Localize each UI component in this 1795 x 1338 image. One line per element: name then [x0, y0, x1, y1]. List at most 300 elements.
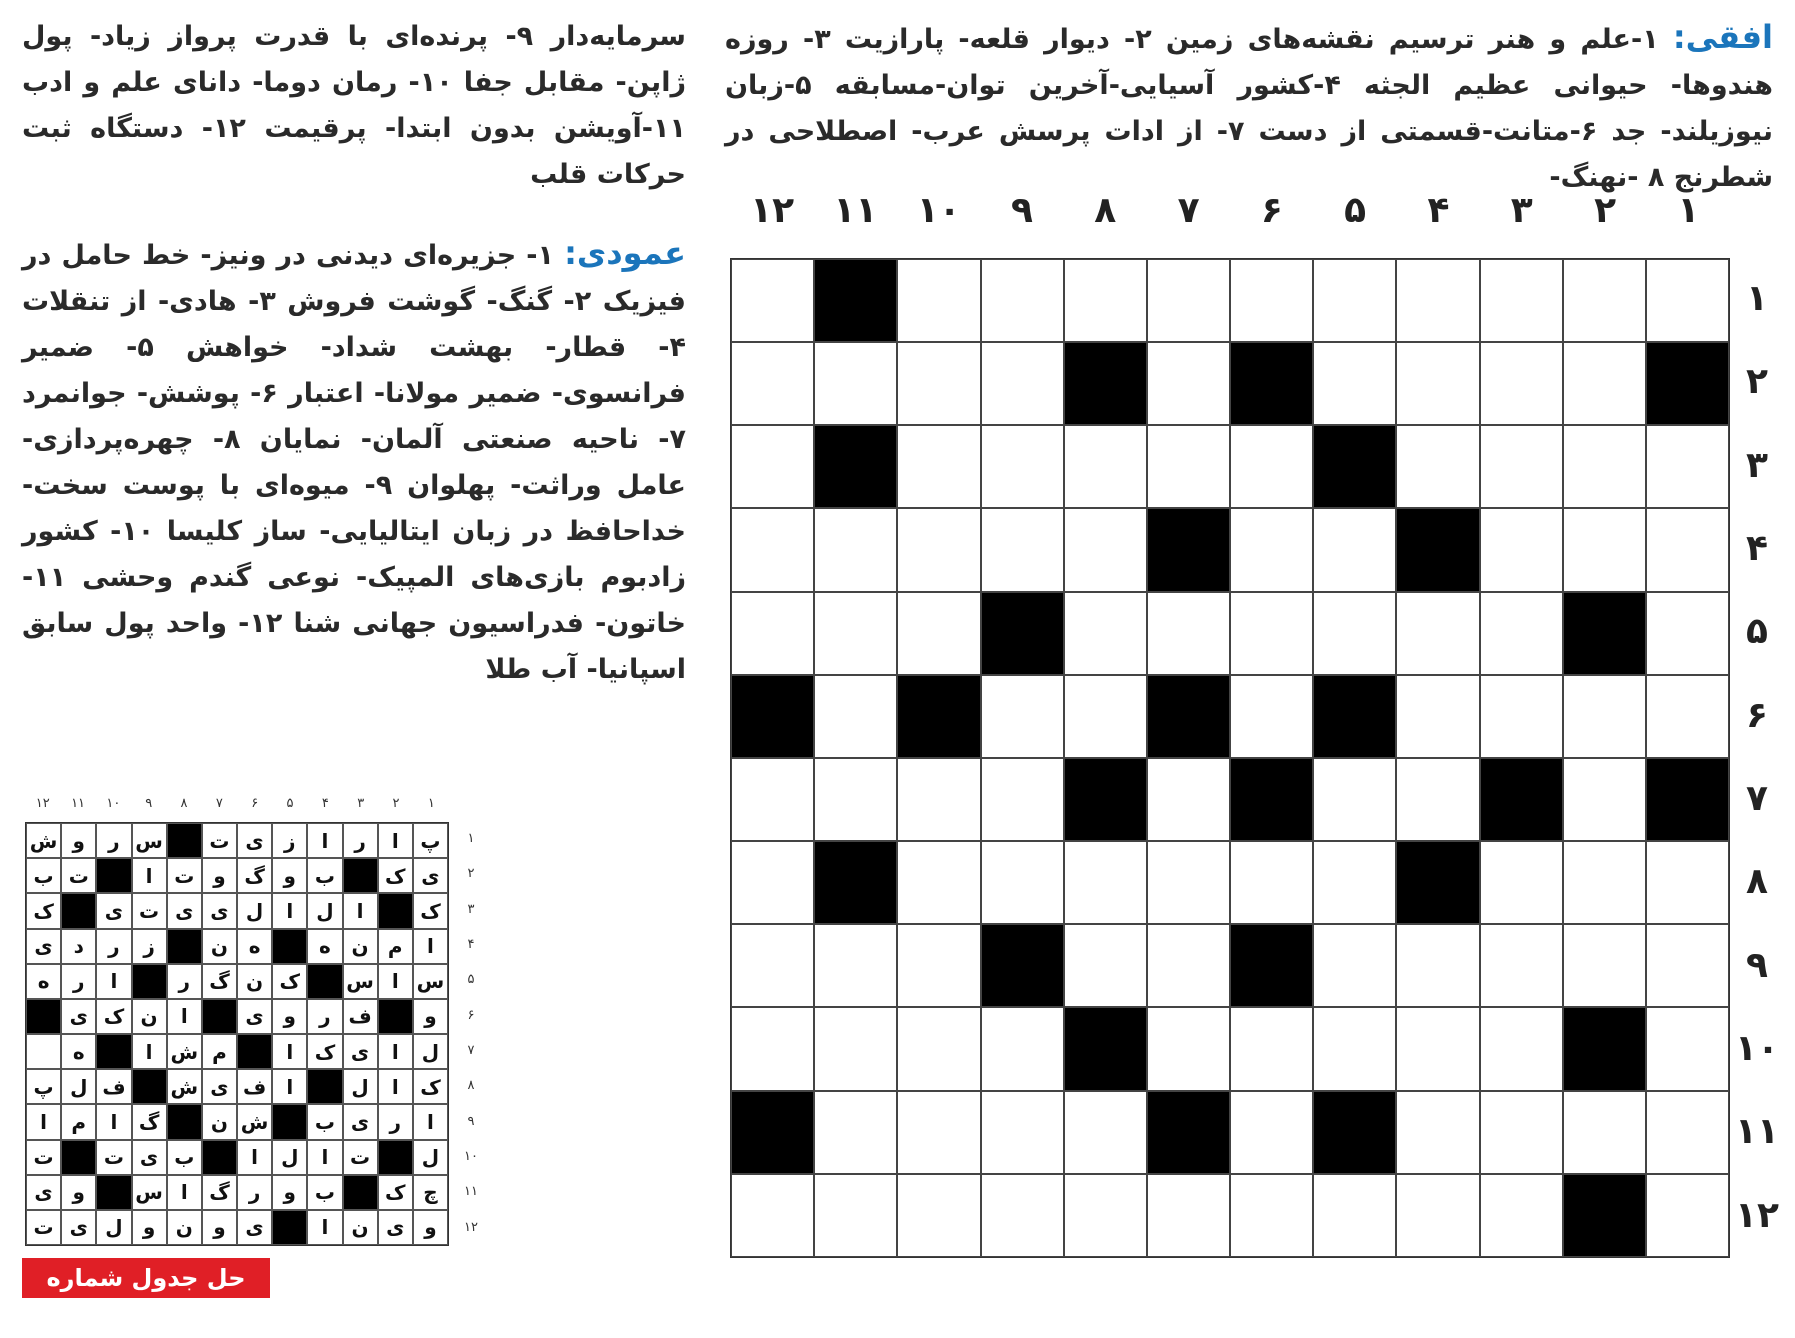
empty-cell[interactable]	[731, 342, 814, 425]
empty-cell[interactable]	[1313, 1007, 1396, 1090]
empty-cell[interactable]	[1563, 1091, 1646, 1174]
empty-cell[interactable]	[814, 924, 897, 1007]
solution-letter-cell: ی	[132, 1140, 167, 1175]
empty-cell[interactable]	[897, 425, 980, 508]
black-cell	[1064, 758, 1147, 841]
solution-black-cell	[343, 858, 378, 893]
solution-letter-cell: ا	[167, 1175, 202, 1210]
solution-letter-cell: گ	[202, 1175, 237, 1210]
solution-letter-cell: ی	[413, 858, 448, 893]
empty-cell[interactable]	[1313, 1174, 1396, 1257]
column-number: ۱۰	[916, 190, 961, 231]
solution-letter-cell: س	[343, 964, 378, 999]
solution-letter-cell: ر	[96, 929, 131, 964]
solution-letter-cell: ش	[167, 1034, 202, 1069]
empty-cell[interactable]	[1147, 592, 1230, 675]
solution-letter-cell: ا	[378, 823, 413, 858]
down-clues-text: ۱- جزیره‌ای دیدنی در ونیز- خط حامل در فیزیک ۲- گنگ- گوشت فروش ۳- هادی- از تنقلات ۴- قطار- بهشت شداد- خواهش ۵- ضمیر فرانسوی- ضمیر مولانا- اعتبار ۶- پوشش- جوانمرد ۷- ناحیه صنعتی آلمان- نمایان ۸- چهره‌پردازی- عامل وراثت- پهلوان ۹- میوه‌ای با پوست سخت- خداحافظ در زبان ایتالیایی- ساز کلیسا ۱۰- کشور زادبوم بازی‌های المپیک- نوعی گندم وحشی ۱۱- خاتون- فدراسیون جهانی شنا ۱۲- واحد پول سابق اسپانیا- آب طلا	[22, 240, 686, 685]
empty-cell[interactable]	[1230, 841, 1313, 924]
black-cell	[897, 675, 980, 758]
empty-cell[interactable]	[1563, 924, 1646, 1007]
empty-cell[interactable]	[1563, 508, 1646, 591]
solution-black-cell	[132, 964, 167, 999]
solution-letter-cell: ت	[167, 858, 202, 893]
solution-letter-cell: ل	[307, 893, 342, 928]
solution-letter-cell: ی	[237, 823, 272, 858]
empty-cell[interactable]	[1147, 924, 1230, 1007]
empty-cell[interactable]	[1646, 924, 1729, 1007]
solution-letter-cell: ه	[26, 964, 61, 999]
empty-cell[interactable]	[1396, 592, 1479, 675]
empty-cell[interactable]	[1646, 592, 1729, 675]
solution-column-number: ۴	[321, 796, 329, 811]
solution-letter-cell: ن	[343, 1210, 378, 1245]
empty-cell[interactable]	[1396, 425, 1479, 508]
solution-letter-cell: م	[378, 929, 413, 964]
empty-cell[interactable]	[1646, 508, 1729, 591]
empty-cell[interactable]	[731, 758, 814, 841]
empty-cell[interactable]	[897, 758, 980, 841]
empty-cell[interactable]	[1396, 342, 1479, 425]
solution-letter-cell: ی	[96, 893, 131, 928]
solution-letter-cell: ا	[272, 1034, 307, 1069]
solution-black-cell	[272, 1104, 307, 1139]
solution-black-cell	[378, 999, 413, 1034]
solution-column-number: ۹	[145, 796, 153, 811]
solution-letter-cell: ز	[132, 929, 167, 964]
empty-cell[interactable]	[1480, 1007, 1563, 1090]
solution-black-cell	[167, 1104, 202, 1139]
row-number: ۱۱	[1735, 1111, 1779, 1153]
solution-black-cell	[132, 1069, 167, 1104]
solution-column-number: ۸	[180, 796, 188, 811]
solution-letter-cell: ل	[413, 1034, 448, 1069]
solution-letter-cell: ی	[378, 1210, 413, 1245]
empty-cell[interactable]	[1563, 425, 1646, 508]
empty-cell[interactable]	[1480, 342, 1563, 425]
empty-cell[interactable]	[1313, 758, 1396, 841]
solution-letter-cell: ا	[413, 1104, 448, 1139]
solution-letter-cell: ا	[307, 1210, 342, 1245]
empty-cell[interactable]	[814, 508, 897, 591]
empty-cell[interactable]	[1563, 841, 1646, 924]
empty-cell[interactable]	[1396, 259, 1479, 342]
empty-cell[interactable]	[1064, 841, 1147, 924]
solution-letter-cell: ف	[96, 1069, 131, 1104]
row-number: ۱	[1746, 278, 1768, 319]
solution-letter-cell: ا	[307, 1140, 342, 1175]
main-grid-column-numbers	[730, 190, 1730, 240]
empty-cell[interactable]	[897, 1007, 980, 1090]
empty-cell[interactable]	[1064, 259, 1147, 342]
solution-letter-cell: ی	[61, 999, 96, 1034]
solution-black-cell	[343, 1175, 378, 1210]
solution-letter-cell: ا	[413, 929, 448, 964]
solution-letter-cell: ل	[272, 1140, 307, 1175]
solution-letter-cell: و	[202, 858, 237, 893]
row-number: ۶	[1746, 694, 1768, 736]
solution-column-number: ۵	[286, 796, 294, 811]
empty-cell[interactable]	[731, 259, 814, 342]
solution-letter-cell: ن	[237, 964, 272, 999]
empty-cell[interactable]	[981, 1007, 1064, 1090]
solution-letter-cell: ل	[237, 893, 272, 928]
black-cell	[1563, 1174, 1646, 1257]
empty-cell[interactable]	[1646, 675, 1729, 758]
empty-cell[interactable]	[1313, 259, 1396, 342]
solution-black-cell	[96, 1034, 131, 1069]
empty-cell[interactable]	[814, 758, 897, 841]
solution-letter-cell: ت	[343, 1140, 378, 1175]
empty-cell[interactable]	[981, 841, 1064, 924]
empty-cell[interactable]	[814, 1007, 897, 1090]
solution-black-cell	[26, 999, 61, 1034]
solution-column-number: ۶	[251, 796, 259, 811]
empty-cell[interactable]	[1396, 1174, 1479, 1257]
solution-letter-cell: ا	[272, 1069, 307, 1104]
empty-cell[interactable]	[1480, 592, 1563, 675]
solution-letter-cell: ک	[272, 964, 307, 999]
solution-black-cell	[202, 999, 237, 1034]
empty-cell[interactable]	[1563, 342, 1646, 425]
solution-letter-cell: چ	[413, 1175, 448, 1210]
solution-letter-cell: ی	[343, 1034, 378, 1069]
empty-cell[interactable]	[1064, 924, 1147, 1007]
solution-letter-cell: ل	[96, 1210, 131, 1245]
empty-cell[interactable]	[1563, 675, 1646, 758]
empty-cell[interactable]	[1230, 508, 1313, 591]
empty-cell[interactable]	[981, 342, 1064, 425]
empty-cell[interactable]	[1147, 425, 1230, 508]
solution-letter-cell: م	[202, 1034, 237, 1069]
row-number: ۸	[1746, 861, 1768, 903]
solution-letter-cell: ر	[61, 964, 96, 999]
empty-cell[interactable]	[981, 1091, 1064, 1174]
empty-cell[interactable]	[1147, 1174, 1230, 1257]
solution-letter-cell: ی	[26, 1175, 61, 1210]
empty-cell[interactable]	[1480, 259, 1563, 342]
solution-black-cell	[272, 929, 307, 964]
empty-cell[interactable]	[897, 342, 980, 425]
empty-cell[interactable]	[731, 1174, 814, 1257]
empty-cell[interactable]	[981, 508, 1064, 591]
empty-cell[interactable]	[731, 1007, 814, 1090]
black-cell	[1064, 342, 1147, 425]
empty-cell[interactable]	[1313, 841, 1396, 924]
empty-cell[interactable]	[1064, 1174, 1147, 1257]
empty-cell[interactable]	[897, 259, 980, 342]
solution-letter-cell: ا	[378, 1069, 413, 1104]
empty-cell[interactable]	[1480, 425, 1563, 508]
solution-letter-cell: ک	[378, 858, 413, 893]
solution-letter-cell: گ	[132, 1104, 167, 1139]
solution-letter-cell: ا	[307, 823, 342, 858]
solution-letter-cell: ف	[343, 999, 378, 1034]
empty-cell[interactable]	[1230, 1174, 1313, 1257]
empty-cell[interactable]	[1646, 425, 1729, 508]
black-cell	[1646, 342, 1729, 425]
solution-black-cell	[378, 1140, 413, 1175]
empty-cell[interactable]	[814, 1091, 897, 1174]
solution-black-cell	[61, 1140, 96, 1175]
solution-letter-cell: ا	[26, 1104, 61, 1139]
empty-cell[interactable]	[981, 675, 1064, 758]
solution-letter-cell: م	[61, 1104, 96, 1139]
solution-letter-cell: ا	[272, 893, 307, 928]
empty-cell[interactable]	[1147, 259, 1230, 342]
empty-cell[interactable]	[1313, 508, 1396, 591]
empty-cell[interactable]	[1230, 1091, 1313, 1174]
empty-cell[interactable]	[897, 592, 980, 675]
empty-cell[interactable]	[1563, 758, 1646, 841]
row-number: ۱۲	[1735, 1194, 1779, 1236]
solution-letter-cell: ل	[413, 1140, 448, 1175]
solution-letter-cell: و	[61, 823, 96, 858]
across-heading: افقی:	[1672, 18, 1773, 56]
solution-letter-cell: ی	[167, 893, 202, 928]
solution-letter-cell: ب	[307, 1175, 342, 1210]
solution-letter-cell: ه	[237, 929, 272, 964]
empty-cell[interactable]	[1313, 592, 1396, 675]
empty-cell[interactable]	[1064, 592, 1147, 675]
solution-column-number: ۱۲	[35, 796, 50, 811]
black-cell	[1064, 1007, 1147, 1090]
solution-letter-cell: و	[413, 999, 448, 1034]
solution-row-number: ۲	[467, 866, 475, 882]
solution-row-number: ۷	[467, 1042, 475, 1058]
solution-black-cell	[96, 858, 131, 893]
solution-letter-cell: س	[132, 823, 167, 858]
empty-cell[interactable]	[1230, 1007, 1313, 1090]
solution-letter-cell: ر	[307, 999, 342, 1034]
empty-cell[interactable]	[731, 841, 814, 924]
empty-cell[interactable]	[814, 342, 897, 425]
row-number: ۲	[1746, 361, 1768, 403]
down-heading: عمودی:	[564, 234, 686, 272]
solution-row-number: ۴	[467, 936, 475, 952]
empty-cell[interactable]	[731, 592, 814, 675]
solution-letter-cell: و	[202, 1210, 237, 1245]
empty-cell[interactable]	[1396, 1007, 1479, 1090]
solution-letter-cell: ب	[167, 1140, 202, 1175]
empty-cell[interactable]	[1230, 425, 1313, 508]
empty-cell[interactable]	[1480, 1174, 1563, 1257]
solution-letter-cell: ی	[237, 1210, 272, 1245]
solution-letter-cell: س	[132, 1175, 167, 1210]
solution-letter-cell: ک	[413, 1069, 448, 1104]
empty-cell[interactable]	[731, 425, 814, 508]
empty-cell[interactable]	[1396, 758, 1479, 841]
column-number: ۱۱	[833, 190, 878, 231]
solution-letter-cell: ا	[132, 1034, 167, 1069]
black-cell	[1563, 592, 1646, 675]
empty-cell[interactable]	[981, 1174, 1064, 1257]
solution-row-number: ۶	[467, 1007, 475, 1023]
solution-letter-cell: ت	[61, 858, 96, 893]
empty-cell[interactable]	[1480, 841, 1563, 924]
solution-letter-cell: ت	[26, 1210, 61, 1245]
solution-letter-cell: ی	[202, 893, 237, 928]
solution-row-number: ۸	[467, 1078, 475, 1094]
solution-letter-cell: ت	[96, 1140, 131, 1175]
empty-cell[interactable]	[897, 924, 980, 1007]
black-cell	[1646, 758, 1729, 841]
solution-black-cell	[202, 1140, 237, 1175]
empty-cell[interactable]	[1230, 675, 1313, 758]
empty-cell[interactable]	[1396, 675, 1479, 758]
empty-cell[interactable]	[1563, 259, 1646, 342]
solution-letter-cell: ب	[307, 858, 342, 893]
empty-cell[interactable]	[981, 259, 1064, 342]
solution-letter-cell: ک	[96, 999, 131, 1034]
solution-letter-cell: و	[272, 999, 307, 1034]
solution-letter-cell: ا	[96, 964, 131, 999]
solution-label: حل جدول شماره ۱۸۴۷	[22, 1258, 270, 1298]
solution-letter-cell: ک	[378, 1175, 413, 1210]
solution-column-numbers	[25, 796, 449, 814]
empty-cell[interactable]	[1064, 425, 1147, 508]
column-number: ۸	[1094, 190, 1117, 231]
solution-letter-cell: ه	[307, 929, 342, 964]
solution-column-number: ۷	[215, 796, 223, 811]
empty-cell[interactable]	[1064, 508, 1147, 591]
solution-letter-cell: ه	[61, 1034, 96, 1069]
solution-letter-cell: پ	[26, 1069, 61, 1104]
solution-letter-cell: ی	[26, 929, 61, 964]
empty-cell[interactable]	[814, 592, 897, 675]
main-grid-row-numbers	[1722, 258, 1792, 1258]
empty-cell[interactable]	[1396, 1091, 1479, 1174]
empty-cell[interactable]	[814, 1174, 897, 1257]
empty-cell[interactable]	[1646, 1091, 1729, 1174]
solution-letter-cell: ل	[61, 1069, 96, 1104]
column-number: ۱	[1677, 190, 1700, 231]
solution-letter-cell	[26, 1034, 61, 1069]
empty-cell[interactable]	[897, 1174, 980, 1257]
black-cell	[981, 592, 1064, 675]
empty-cell[interactable]	[1313, 342, 1396, 425]
solution-letter-cell: ر	[167, 964, 202, 999]
empty-cell[interactable]	[1147, 841, 1230, 924]
row-number: ۷	[1746, 777, 1768, 819]
empty-cell[interactable]	[1147, 1007, 1230, 1090]
empty-cell[interactable]	[1064, 675, 1147, 758]
empty-cell[interactable]	[1064, 1091, 1147, 1174]
empty-cell[interactable]	[731, 508, 814, 591]
row-number: ۴	[1746, 527, 1768, 569]
solution-grid	[25, 822, 449, 1246]
solution-letter-cell: ف	[237, 1069, 272, 1104]
black-cell	[814, 259, 897, 342]
black-cell	[1147, 675, 1230, 758]
empty-cell[interactable]	[897, 841, 980, 924]
empty-cell[interactable]	[1313, 924, 1396, 1007]
black-cell	[981, 924, 1064, 1007]
solution-letter-cell: ب	[26, 858, 61, 893]
column-number: ۳	[1510, 190, 1533, 231]
empty-cell[interactable]	[1396, 924, 1479, 1007]
empty-cell[interactable]	[897, 1091, 980, 1174]
solution-letter-cell: ا	[132, 858, 167, 893]
across-clues-continued: سرمایه‌دار ۹- پرنده‌ای با قدرت پرواز زیاد- پول ژاپن- مقابل جفا ۱۰- رمان دوما- دانای علم و ادب ۱۱-آویشن بدون ابتدا- پرقیمت ۱۲- دستگاه ثبت حرکات قلب	[22, 21, 686, 190]
solution-letter-cell: ی	[237, 999, 272, 1034]
row-number: ۳	[1746, 444, 1768, 486]
black-cell	[1230, 342, 1313, 425]
solution-letter-cell: ا	[96, 1104, 131, 1139]
empty-cell[interactable]	[1147, 758, 1230, 841]
solution-column-number: ۱۰	[106, 796, 121, 811]
solution-letter-cell: ش	[26, 823, 61, 858]
solution-letter-cell: س	[413, 964, 448, 999]
black-cell	[1147, 1091, 1230, 1174]
solution-letter-cell: گ	[202, 964, 237, 999]
black-cell	[1563, 1007, 1646, 1090]
crossword-grid	[730, 258, 1730, 1258]
solution-black-cell	[167, 823, 202, 858]
empty-cell[interactable]	[897, 508, 980, 591]
solution-letter-cell: ر	[343, 823, 378, 858]
empty-cell[interactable]	[1147, 342, 1230, 425]
row-number: ۱۰	[1735, 1027, 1779, 1069]
black-cell	[1147, 508, 1230, 591]
column-number: ۴	[1427, 190, 1450, 231]
solution-letter-cell: ی	[202, 1069, 237, 1104]
row-number: ۵	[1746, 611, 1768, 653]
black-cell	[1230, 924, 1313, 1007]
empty-cell[interactable]	[981, 758, 1064, 841]
empty-cell[interactable]	[814, 675, 897, 758]
solution-letter-cell: و	[413, 1210, 448, 1245]
solution-letter-cell: ب	[307, 1104, 342, 1139]
solution-letter-cell: ا	[343, 893, 378, 928]
black-cell	[731, 675, 814, 758]
solution-black-cell	[378, 893, 413, 928]
empty-cell[interactable]	[1230, 592, 1313, 675]
solution-row-number: ۵	[467, 972, 475, 988]
solution-column-number: ۳	[357, 796, 365, 811]
solution-letter-cell: ل	[343, 1069, 378, 1104]
column-number: ۶	[1260, 190, 1283, 231]
solution-black-cell	[307, 964, 342, 999]
solution-letter-cell: ش	[167, 1069, 202, 1104]
column-number: ۱۲	[750, 190, 795, 231]
solution-row-number: ۳	[467, 901, 475, 917]
solution-letter-cell: ر	[96, 823, 131, 858]
solution-letter-cell: ی	[343, 1104, 378, 1139]
empty-cell[interactable]	[1646, 1174, 1729, 1257]
down-clues	[22, 230, 686, 693]
empty-cell[interactable]	[1480, 924, 1563, 1007]
solution-letter-cell: ن	[202, 1104, 237, 1139]
empty-cell[interactable]	[731, 924, 814, 1007]
solution-letter-cell: پ	[413, 823, 448, 858]
empty-cell[interactable]	[1480, 508, 1563, 591]
black-cell	[814, 425, 897, 508]
empty-cell[interactable]	[1646, 259, 1729, 342]
empty-cell[interactable]	[1480, 1091, 1563, 1174]
empty-cell[interactable]	[1646, 1007, 1729, 1090]
black-cell	[731, 1091, 814, 1174]
empty-cell[interactable]	[1230, 259, 1313, 342]
solution-letter-cell: ن	[202, 929, 237, 964]
solution-black-cell	[167, 929, 202, 964]
empty-cell[interactable]	[1646, 841, 1729, 924]
empty-cell[interactable]	[1480, 675, 1563, 758]
empty-cell[interactable]	[981, 425, 1064, 508]
solution-letter-cell: ک	[307, 1034, 342, 1069]
row-number: ۹	[1746, 944, 1768, 986]
solution-letter-cell: ن	[132, 999, 167, 1034]
